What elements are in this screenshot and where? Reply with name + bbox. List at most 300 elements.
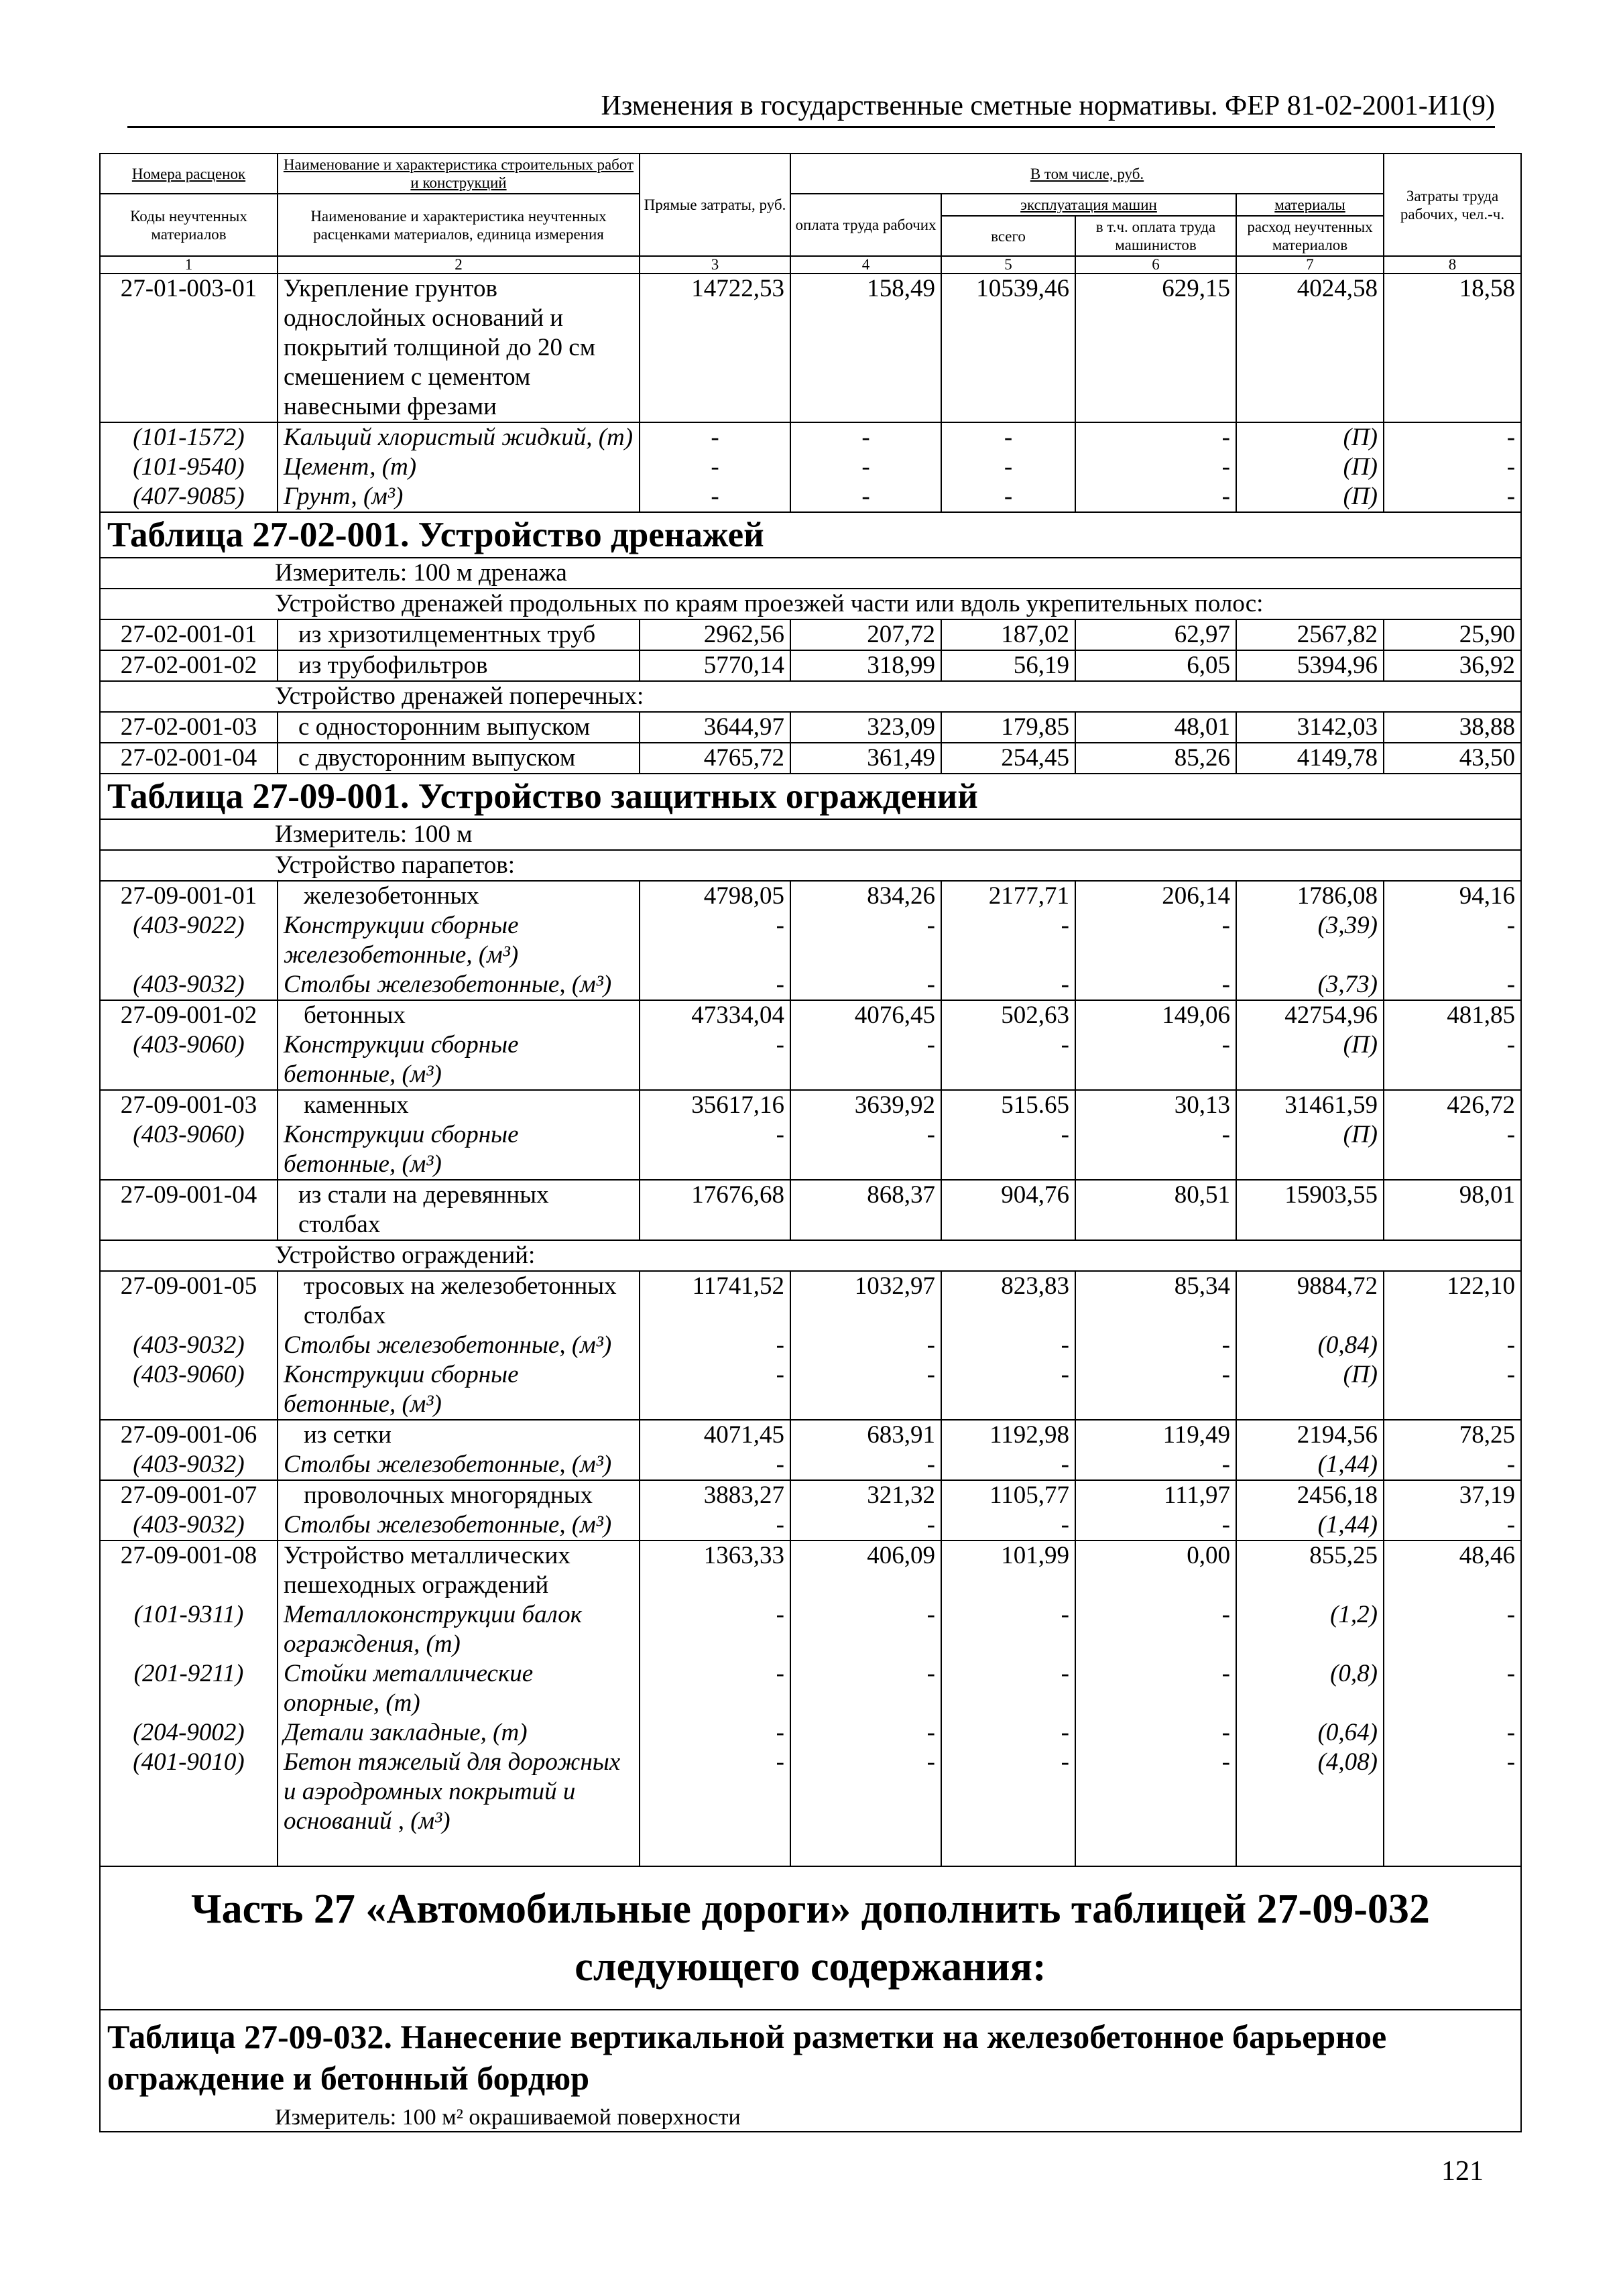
operators-pay [1075, 881, 1236, 1000]
direct-costs [640, 1420, 790, 1480]
material-consumption: (3,73) [1317, 971, 1378, 998]
hdr-including: В том числе, руб. [790, 154, 1384, 194]
subsection-title: Устройство парапетов: [100, 850, 1521, 881]
dash-cell: - [776, 1331, 784, 1359]
labor-pay: 323,09 [790, 712, 941, 743]
spacer [106, 941, 272, 970]
rate-code-value: 27-09-001-07 [120, 1482, 257, 1509]
value: 321,32 [867, 1482, 935, 1509]
table-title [100, 2010, 1521, 2104]
dash-cell: - [1061, 1121, 1069, 1148]
dash-cell: - [1061, 1748, 1069, 1776]
material-code: (403-9032) [133, 1511, 245, 1538]
colnum: 1 [100, 256, 278, 274]
dash-cell: - [1061, 912, 1069, 939]
colnum: 2 [278, 256, 640, 274]
rate-name-value: из сетки [304, 1421, 392, 1449]
material-row [100, 452, 1521, 482]
dash-cell: - [776, 1748, 784, 1776]
dash-cell: - [1221, 1601, 1230, 1628]
materials-cost: 2567,82 [1236, 619, 1384, 650]
rate-code-value: 27-09-001-06 [120, 1421, 257, 1449]
dash-cell: - [1221, 1031, 1230, 1059]
direct-costs [640, 1480, 790, 1540]
labor-pay [790, 1480, 941, 1540]
dash-cell: - [1506, 1511, 1516, 1538]
material-code: (403-9032) [133, 1331, 245, 1359]
material-code: (401-9010) [133, 1748, 245, 1776]
operators-pay: 62,97 [1075, 619, 1236, 650]
hdr-col1-bottom: Коды неучтенных материалов [100, 194, 278, 256]
rate-code [100, 1000, 278, 1090]
material-consumption: (1,44) [1317, 1511, 1378, 1538]
labor-hours [1384, 1480, 1521, 1540]
value: 48,46 [1459, 1542, 1516, 1569]
material-name: Столбы железобетонные, (м³) [284, 1331, 612, 1359]
dash-cell: - [1221, 1748, 1230, 1776]
dash-cell: - [1061, 1361, 1069, 1388]
table-row [100, 881, 1521, 1000]
rate-code [100, 1271, 278, 1420]
dash-cell: - [1061, 1451, 1069, 1478]
dash-cell: - [776, 1660, 784, 1687]
labor-hours [1384, 1000, 1521, 1090]
colnum: 7 [1236, 256, 1384, 274]
table-row [100, 1420, 1521, 1480]
dash-cell: - [1061, 1719, 1069, 1746]
material-name: Цемент, (т) [278, 452, 640, 482]
material-name: Бетон тяжелый для дорожных и аэродромных покрытий и оснований , (м³) [284, 1748, 621, 1835]
rate-code [100, 1540, 278, 1866]
material-code: (101-1572) [100, 422, 278, 452]
dash-cell: - [776, 1719, 784, 1746]
hdr-col2-top: Наименование и характеристика строительных работ и конструкций [278, 154, 640, 194]
table-row [100, 743, 1521, 774]
material-code: (403-9032) [133, 971, 245, 998]
material-code: (201-9211) [133, 1660, 244, 1687]
operators-pay [1075, 1271, 1236, 1420]
section-title-row [100, 774, 1521, 819]
material-code: (403-9060) [133, 1031, 245, 1059]
value: 78,25 [1459, 1421, 1516, 1449]
dash-cell: - [1506, 1601, 1516, 1628]
hdr-col6: в т.ч. оплата труда машинистов [1075, 216, 1236, 256]
dash-cell: - [1506, 1121, 1516, 1148]
labor-hours [1384, 881, 1521, 1000]
labor-pay [790, 1000, 941, 1090]
measure-unit: Измеритель: 100 м² окрашиваемой поверхности [100, 2104, 1521, 2132]
value: 4076,45 [854, 1002, 935, 1029]
labor-pay: 868,37 [790, 1180, 941, 1240]
rate-name-value: Устройство металлических пешеходных ограждений [284, 1542, 570, 1599]
measure-unit: Измеритель: 100 м дренажа [100, 558, 1521, 589]
value: 1105,77 [989, 1482, 1069, 1509]
dash-cell: - [1384, 452, 1521, 482]
materials-cost: 4149,78 [1236, 743, 1384, 774]
labor-hours: 98,01 [1384, 1180, 1521, 1240]
dash-cell: - [1384, 422, 1521, 452]
dash-cell: - [1506, 1660, 1516, 1687]
dash-cell: - [790, 422, 941, 452]
labor-hours: 18,58 [1384, 274, 1521, 422]
rate-code [100, 1090, 278, 1180]
value: 85,34 [1174, 1272, 1230, 1300]
operators-pay [1075, 1090, 1236, 1180]
labor-hours: 38,88 [1384, 712, 1521, 743]
rate-name-value: тросовых на железобетонных столбах [304, 1272, 617, 1329]
table-row [100, 1180, 1521, 1240]
hdr-col1-top: Номера расценок [100, 154, 278, 194]
operators-pay: 85,26 [1075, 743, 1236, 774]
dash-cell: - [941, 452, 1075, 482]
hdr-col3: Прямые затраты, руб. [640, 154, 790, 256]
labor-pay: 361,49 [790, 743, 941, 774]
table-row [100, 712, 1521, 743]
dash-cell: - [790, 452, 941, 482]
labor-hours: 36,92 [1384, 650, 1521, 681]
operators-pay: 6,05 [1075, 650, 1236, 681]
rate-name [278, 1000, 640, 1090]
material-consumption: (0,84) [1317, 1331, 1378, 1359]
rate-name: из трубофильтров [278, 650, 640, 681]
value: 515.65 [1001, 1091, 1069, 1119]
materials-cost [1236, 881, 1384, 1000]
value: 481,85 [1447, 1002, 1516, 1029]
hdr-col5: всего [941, 216, 1075, 256]
machines-total: 179,85 [941, 712, 1075, 743]
material-name: Грунт, (м³) [278, 482, 640, 512]
rate-code-value: 27-09-001-02 [120, 1002, 257, 1029]
dash-cell: - [776, 1451, 784, 1478]
page-header [127, 86, 1495, 128]
colnum: 8 [1384, 256, 1521, 274]
section-title-row [100, 2010, 1521, 2104]
dash-cell: - [1506, 1748, 1516, 1776]
table-title: Таблица 27-09-001. Устройство защитных ограждений [100, 774, 1521, 819]
table-row [100, 619, 1521, 650]
measure-row [100, 819, 1521, 850]
dash-cell: - [926, 1031, 935, 1059]
colnum: 5 [941, 256, 1075, 274]
table-row [100, 1540, 1521, 1866]
value: 2194,56 [1297, 1421, 1378, 1449]
rate-code: 27-02-001-01 [100, 619, 278, 650]
dash-cell: - [1061, 971, 1069, 998]
value: 149,06 [1162, 1002, 1230, 1029]
value: 0,00 [1187, 1542, 1230, 1569]
rate-code: 27-02-001-02 [100, 650, 278, 681]
material-consumption: (0,8) [1330, 1660, 1378, 1687]
rate-code [100, 881, 278, 1000]
materials-cost: 15903,55 [1236, 1180, 1384, 1240]
material-consumption: (П) [1236, 452, 1384, 482]
dash-cell: - [1384, 482, 1521, 512]
machines-total [941, 1000, 1075, 1090]
rate-name: Укрепление грунтов однослойных оснований и покрытий толщиной до 20 см смешением с цементом навесными фрезами [278, 274, 640, 422]
direct-costs [640, 1540, 790, 1866]
dash-cell: - [1221, 1719, 1230, 1746]
labor-pay [790, 1090, 941, 1180]
value: 855,25 [1309, 1542, 1378, 1569]
labor-hours [1384, 1420, 1521, 1480]
value: 37,19 [1459, 1482, 1516, 1509]
dash-cell: - [926, 1361, 935, 1388]
material-code: (403-9060) [133, 1361, 245, 1388]
measure-unit: Измеритель: 100 м [100, 819, 1521, 850]
hdr-col8: Затраты труда рабочих, чел.-ч. [1384, 154, 1521, 256]
material-consumption: (3,39) [1317, 912, 1378, 939]
rate-name: из хризотилцементных труб [278, 619, 640, 650]
dash-cell: - [776, 971, 784, 998]
value: 683,91 [867, 1421, 935, 1449]
dash-cell: - [776, 1511, 784, 1538]
machines-total: 10539,46 [941, 274, 1075, 422]
header-row-2 [100, 194, 1521, 216]
dash-cell: - [640, 452, 790, 482]
hdr-materials: материалы [1236, 194, 1384, 216]
value: 502,63 [1001, 1002, 1069, 1029]
rate-code: 27-02-001-04 [100, 743, 278, 774]
materials-cost [1236, 1000, 1384, 1090]
measure-row [100, 558, 1521, 589]
dash-cell: - [941, 482, 1075, 512]
labor-pay [790, 1540, 941, 1866]
rate-name: с двусторонним выпуском [278, 743, 640, 774]
table-title: Таблица 27-02-001. Устройство дренажей [100, 512, 1521, 558]
rate-name [278, 881, 640, 1000]
direct-costs [640, 1090, 790, 1180]
dash-cell: - [1061, 1331, 1069, 1359]
dash-cell: - [926, 971, 935, 998]
machines-total [941, 881, 1075, 1000]
material-code: (403-9060) [133, 1121, 245, 1148]
value: 3639,92 [854, 1091, 935, 1119]
machines-total: 56,19 [941, 650, 1075, 681]
materials-cost [1236, 1480, 1384, 1540]
rate-code-value: 27-09-001-08 [120, 1542, 257, 1569]
hdr-col2-bottom: Наименование и характеристика неучтенных расценками материалов, единица измерения [278, 194, 640, 256]
table-row [100, 1271, 1521, 1420]
page-number: 121 [1441, 2156, 1484, 2187]
rate-code: 27-01-003-01 [100, 274, 278, 422]
material-code: (101-9311) [133, 1601, 244, 1628]
rate-code: 27-02-001-03 [100, 712, 278, 743]
dash-cell: - [1221, 1451, 1230, 1478]
value: 406,09 [867, 1542, 935, 1569]
dash-cell: - [926, 1331, 935, 1359]
rate-code-value: 27-09-001-03 [120, 1091, 257, 1119]
dash-cell: - [1506, 971, 1516, 998]
machines-total [941, 1540, 1075, 1866]
table-row [100, 650, 1521, 681]
subsection-title: Устройство дренажей продольных по краям проезжей части или вдоль укрепительных полос: [100, 589, 1521, 619]
colnum: 3 [640, 256, 790, 274]
dash-cell: - [926, 1511, 935, 1538]
labor-pay [790, 1271, 941, 1420]
operators-pay: 629,15 [1075, 274, 1236, 422]
subsection-row [100, 589, 1521, 619]
materials-cost [1236, 1090, 1384, 1180]
value: 122,10 [1447, 1272, 1516, 1300]
materials-cost: 3142,03 [1236, 712, 1384, 743]
dash-cell: - [1221, 1511, 1230, 1538]
direct-costs: 3644,97 [640, 712, 790, 743]
subsection-row [100, 850, 1521, 881]
value: 1192,98 [989, 1421, 1069, 1449]
value: 1363,33 [703, 1542, 784, 1569]
material-name: Конструкции сборные железобетонные, (м³) [284, 912, 519, 969]
material-code: (403-9032) [133, 1451, 245, 1478]
rate-code-value: 27-09-001-05 [120, 1272, 257, 1300]
value: 2177,71 [988, 882, 1069, 910]
dash-cell: - [926, 1719, 935, 1746]
labor-hours: 25,90 [1384, 619, 1521, 650]
direct-costs: 2962,56 [640, 619, 790, 650]
material-name: Конструкции сборные бетонные, (м³) [284, 1121, 519, 1178]
value: 47334,04 [691, 1002, 784, 1029]
rate-name-value: каменных [304, 1091, 409, 1119]
rate-code-value: 27-09-001-01 [120, 882, 257, 910]
dash-cell: - [640, 482, 790, 512]
value: 42754,96 [1284, 1002, 1378, 1029]
material-code: (204-9002) [133, 1719, 245, 1746]
operators-pay [1075, 1480, 1236, 1540]
value: 2456,18 [1297, 1482, 1378, 1509]
value: 35617,16 [691, 1091, 784, 1119]
material-consumption: (П) [1343, 1031, 1378, 1059]
dash-cell: - [926, 1121, 935, 1148]
value: 11741,52 [692, 1272, 784, 1300]
operators-pay: 80,51 [1075, 1180, 1236, 1240]
dash-cell: - [776, 1601, 784, 1628]
rate-name [278, 1480, 640, 1540]
direct-costs: 17676,68 [640, 1180, 790, 1240]
dash-cell: - [1061, 1660, 1069, 1687]
dash-cell: - [776, 1031, 784, 1059]
value: 9884,72 [1297, 1272, 1378, 1300]
value: 101,99 [1001, 1542, 1069, 1569]
material-consumption: (П) [1343, 1361, 1378, 1388]
dash-cell: - [1506, 1719, 1516, 1746]
value: 31461,59 [1284, 1091, 1378, 1119]
dash-cell: - [926, 1451, 935, 1478]
value: 834,26 [867, 882, 935, 910]
material-name: Столбы железобетонные, (м³) [284, 1511, 612, 1538]
rate-name-value: бетонных [304, 1002, 406, 1029]
value: 119,49 [1162, 1421, 1230, 1449]
rate-name-value: проволочных многорядных [304, 1482, 593, 1509]
dash-cell: - [926, 1660, 935, 1687]
dash-cell: - [1506, 1331, 1516, 1359]
direct-costs [640, 1000, 790, 1090]
direct-costs [640, 1271, 790, 1420]
labor-pay: 158,49 [790, 274, 941, 422]
materials-cost: 4024,58 [1236, 274, 1384, 422]
colnum: 6 [1075, 256, 1236, 274]
dash-cell: - [1221, 1121, 1230, 1148]
hdr-machines: эксплуатация машин [941, 194, 1236, 216]
rate-name [278, 1540, 640, 1866]
rate-name [278, 1090, 640, 1180]
measure-row [100, 2104, 1521, 2132]
material-row [100, 482, 1521, 512]
dash-cell: - [1221, 1331, 1230, 1359]
value: 111,97 [1163, 1482, 1230, 1509]
machines-total: 254,45 [941, 743, 1075, 774]
value: 30,13 [1174, 1091, 1230, 1119]
value: 426,72 [1447, 1091, 1516, 1119]
dash-cell: - [1061, 1601, 1069, 1628]
material-code: (407-9085) [100, 482, 278, 512]
subsection-title: Устройство ограждений: [100, 1240, 1521, 1271]
machines-total [941, 1420, 1075, 1480]
subsection-title: Устройство дренажей поперечных: [100, 681, 1521, 712]
rate-name [278, 1420, 640, 1480]
labor-hours [1384, 1271, 1521, 1420]
machines-total [941, 1480, 1075, 1540]
rate-code [100, 1420, 278, 1480]
material-name: Металлоконструкции балок ограждения, (т) [284, 1601, 583, 1658]
machines-total: 904,76 [941, 1180, 1075, 1240]
direct-costs: 14722,53 [640, 274, 790, 422]
dash-cell: - [1506, 912, 1516, 939]
dash-cell: - [776, 1361, 784, 1388]
labor-hours [1384, 1090, 1521, 1180]
hdr-col7: расход неучтенных материалов [1236, 216, 1384, 256]
value: 1032,97 [854, 1272, 935, 1300]
dash-cell: - [1506, 1031, 1516, 1059]
dash-cell: - [1221, 912, 1230, 939]
machines-total [941, 1090, 1075, 1180]
dash-cell: - [1506, 1361, 1516, 1388]
materials-cost: 5394,96 [1236, 650, 1384, 681]
material-consumption: (4,08) [1317, 1748, 1378, 1776]
table-row [100, 1090, 1521, 1180]
labor-hours [1384, 1540, 1521, 1866]
material-consumption: (П) [1343, 1121, 1378, 1148]
rate-name: из стали на деревянных столбах [278, 1180, 640, 1240]
dash-cell: - [1221, 1361, 1230, 1388]
direct-costs: 5770,14 [640, 650, 790, 681]
rate-name [278, 1271, 640, 1420]
labor-pay [790, 881, 941, 1000]
value: 3883,27 [703, 1482, 784, 1509]
dash-cell: - [640, 422, 790, 452]
material-code: (101-9540) [100, 452, 278, 482]
value: 823,83 [1001, 1272, 1069, 1300]
dash-cell: - [1061, 1511, 1069, 1538]
table-row [100, 1000, 1521, 1090]
dash-cell: - [941, 422, 1075, 452]
section-title-row [100, 512, 1521, 558]
dash-cell: - [1061, 1031, 1069, 1059]
material-name: Конструкции сборные бетонные, (м³) [284, 1361, 519, 1418]
material-consumption: (П) [1236, 482, 1384, 512]
value: 4798,05 [703, 882, 784, 910]
dash-cell: - [926, 1601, 935, 1628]
value: 206,14 [1162, 882, 1230, 910]
machines-total: 187,02 [941, 619, 1075, 650]
value: 4071,45 [703, 1421, 784, 1449]
dash-cell: - [1075, 452, 1236, 482]
operators-pay [1075, 1540, 1236, 1866]
dash-cell: - [926, 1748, 935, 1776]
material-consumption: (П) [1236, 422, 1384, 452]
dash-cell: - [1075, 482, 1236, 512]
material-name: Кальций хлористый жидкий, (т) [278, 422, 640, 452]
dash-cell: - [926, 912, 935, 939]
material-consumption: (0,64) [1317, 1719, 1378, 1746]
